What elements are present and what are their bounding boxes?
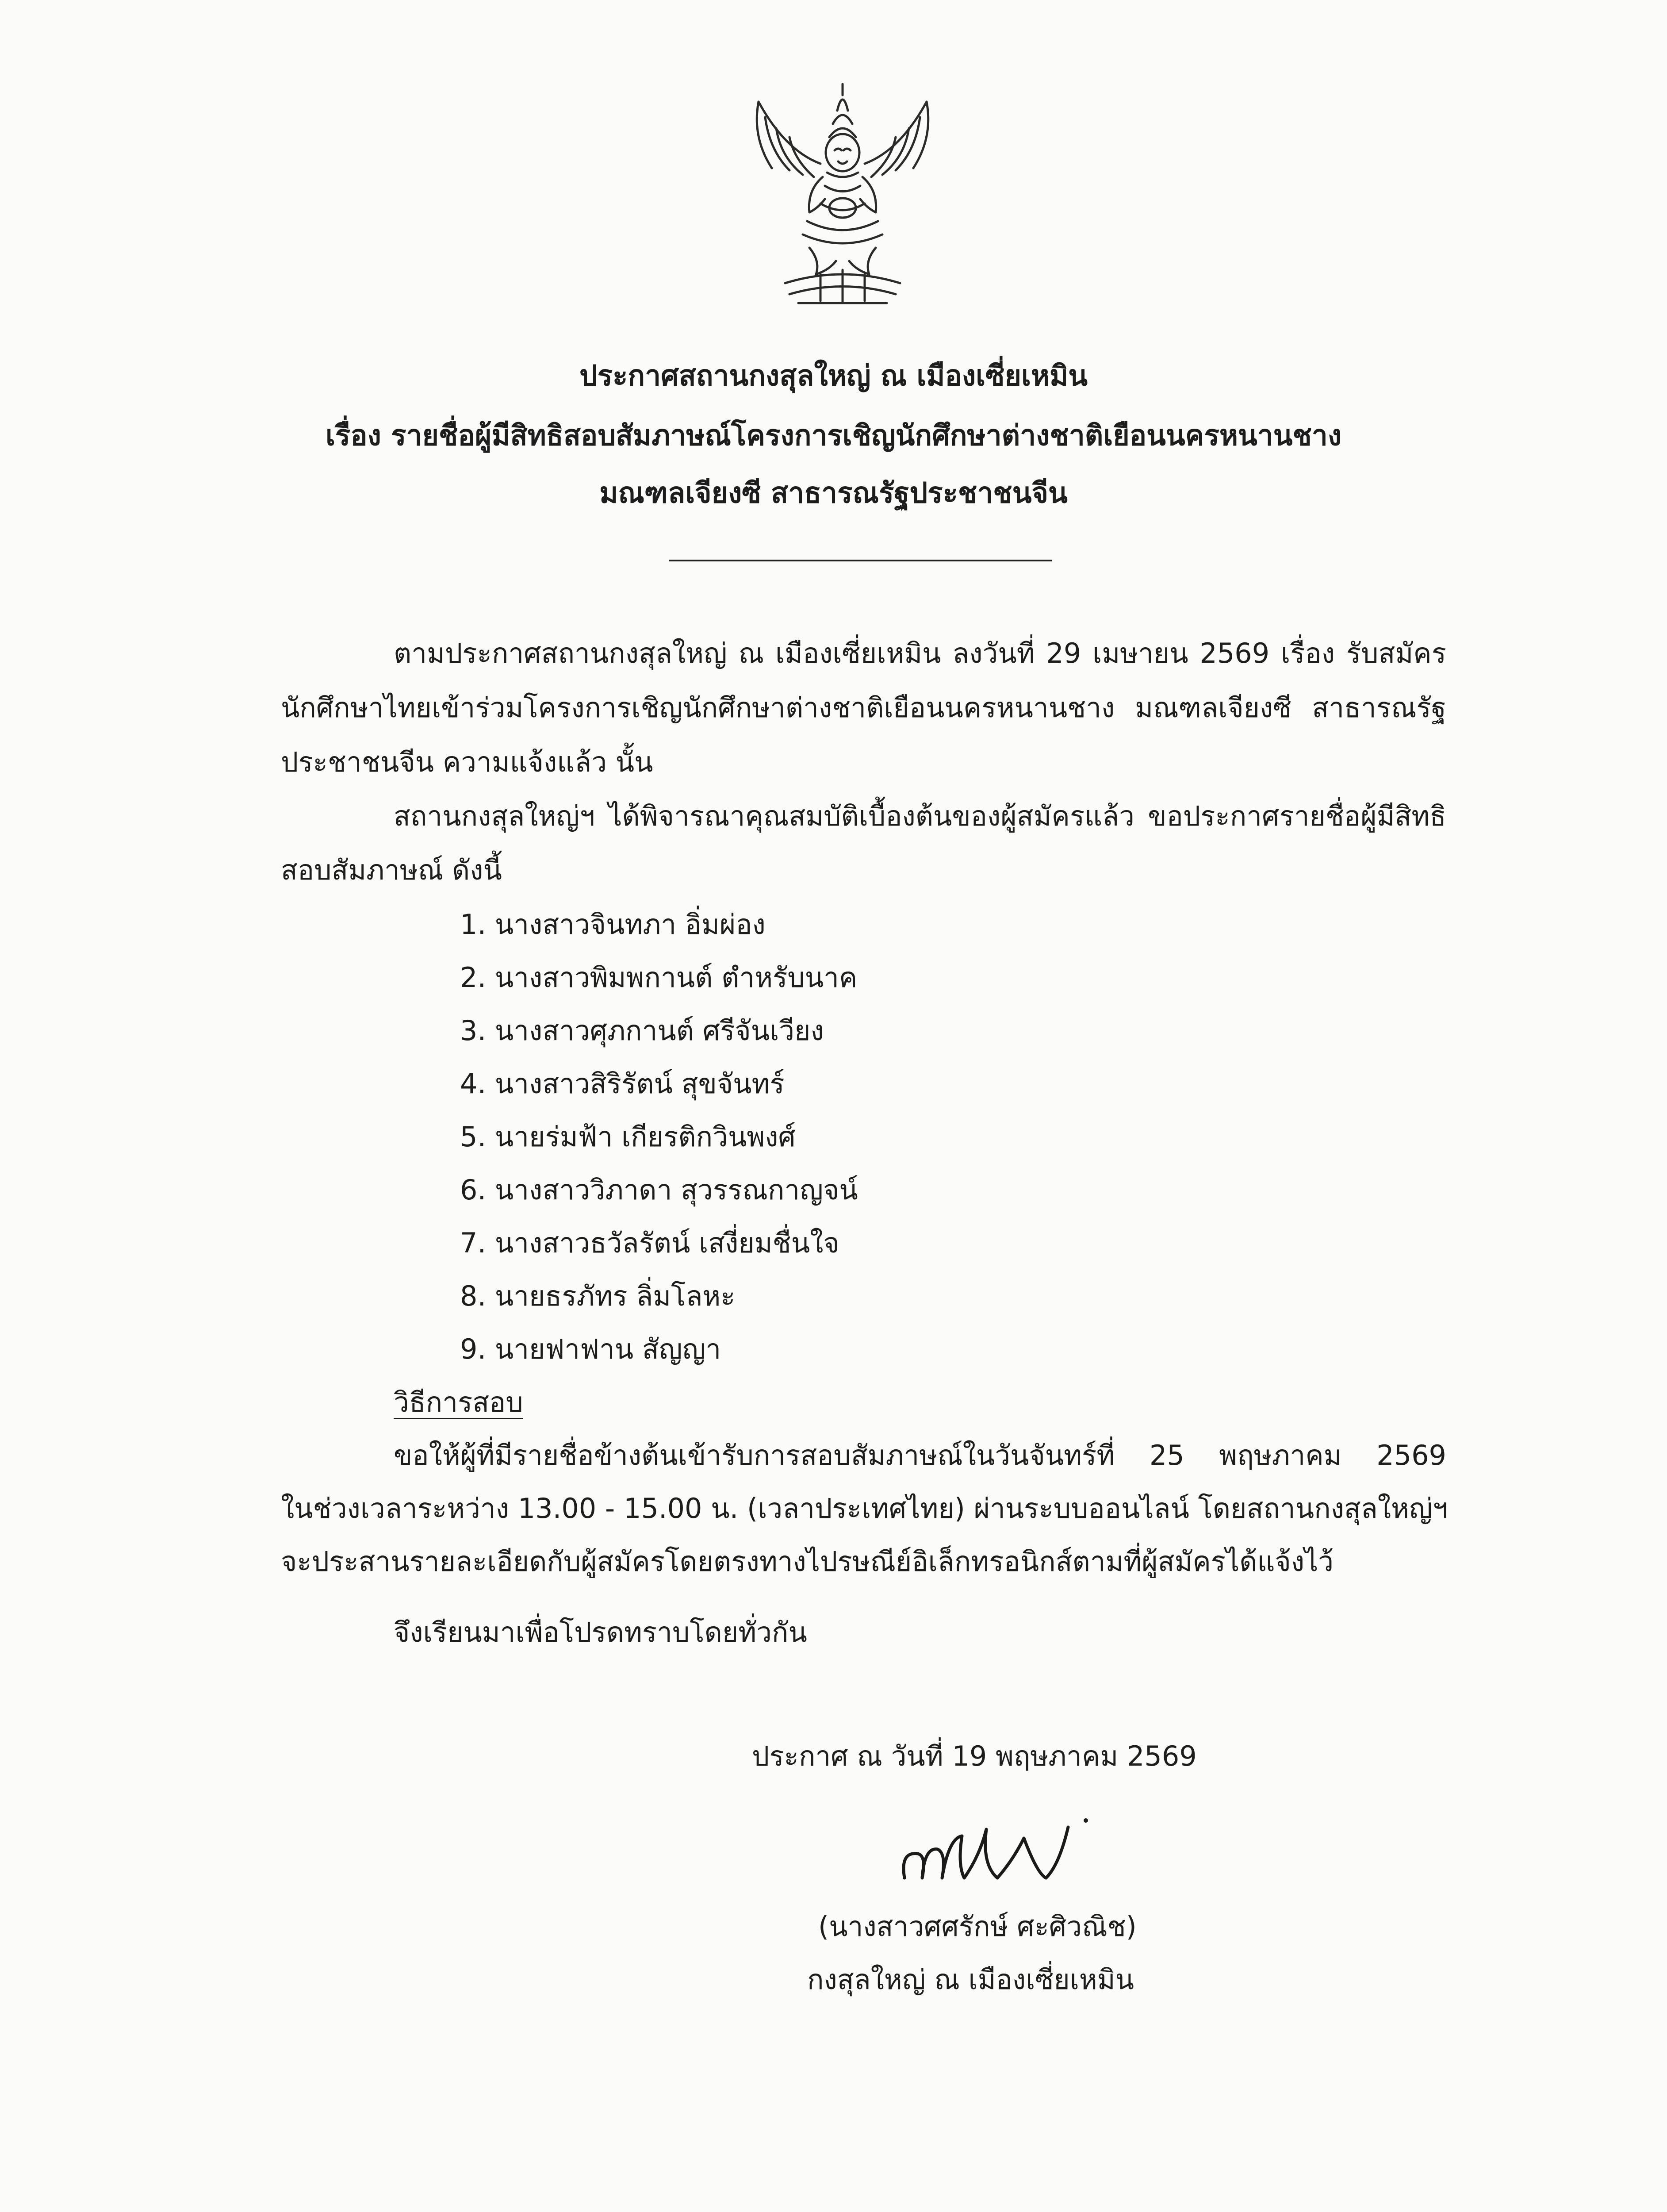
list-item: 7. นางสาวธวัลรัตน์ เสงี่ยมชื่นใจ — [460, 1227, 839, 1259]
signer-name: (นางสาวศศรักษ์ ศะศิวณิช) — [818, 1910, 1137, 1943]
signature — [891, 1812, 1112, 1891]
announcement-date: ประกาศ ณ วันที่ 19 พฤษภาคม 2569 — [752, 1740, 1197, 1772]
paragraph-1-line-1: ตามประกาศสถานกงสุลใหญ่ ณ เมืองเซี่ยเหมิน ลงวันที่ 29 เมษายน 2569 เรื่อง รับสมัคร — [394, 637, 1446, 669]
announcement-title: ประกาศสถานกงสุลใหญ่ ณ เมืองเซี่ยเหมิน — [579, 360, 1088, 392]
list-item: 2. นางสาวพิมพกานต์ ตำหรับนาค — [460, 961, 858, 994]
paragraph-2-line-1: สถานกงสุลใหญ่ฯ ได้พิจารณาคุณสมบัติเบื้องต้นของผู้สมัครแล้ว ขอประกาศรายชื่อผู้มีสิทธิ — [394, 800, 1446, 832]
announcement-subject-cont: มณฑลเจียงซี สาธารณรัฐประชาชนจีน — [599, 477, 1068, 510]
list-item: 5. นายร่มฟ้า เกียรติกวินพงศ์ — [460, 1121, 796, 1153]
method-line-3: จะประสานรายละเอียดกับผู้สมัครโดยตรงทางไปรษณีย์อิเล็กทรอนิกส์ตามที่ผู้สมัครได้แจ้งไว้ — [281, 1545, 1334, 1578]
closing-text: จึงเรียนมาเพื่อโปรดทราบโดยทั่วกัน — [394, 1616, 807, 1648]
paragraph-2-line-2: สอบสัมภาษณ์ ดังนี้ — [281, 854, 502, 886]
list-item: 8. นายธรภัทร ลิ่มโลหะ — [460, 1280, 736, 1312]
method-line-1: ขอให้ผู้ที่มีรายชื่อข้างต้นเข้ารับการสอบสัมภาษณ์ในวันจันทร์ที่ 25 พฤษภาคม 2569 — [394, 1439, 1446, 1471]
list-item: 9. นายฟาฟาน สัญญา — [460, 1333, 721, 1365]
announcement-subject: เรื่อง รายชื่อผู้มีสิทธิสอบสัมภาษณ์โครงการเชิญนักศึกษาต่างชาติเยือนนครหนานชาง — [325, 419, 1342, 452]
list-item: 1. นางสาวจินทภา อิ่มผ่อง — [460, 908, 766, 941]
list-item: 4. นางสาวสิริรัตน์ สุขจันทร์ — [460, 1068, 785, 1100]
list-item: 3. นางสาวศุภกานต์ ศรีจันเวียง — [460, 1014, 824, 1047]
signer-title: กงสุลใหญ่ ณ เมืองเซี่ยเหมิน — [807, 1963, 1134, 1996]
method-heading: วิธีการสอบ — [394, 1386, 523, 1418]
header-divider — [669, 560, 1052, 561]
garuda-emblem-icon — [732, 75, 953, 314]
method-line-2: ในช่วงเวลาระหว่าง 13.00 - 15.00 น. (เวลาประเทศไทย) ผ่านระบบออนไลน์ โดยสถานกงสุลใหญ่ฯ — [281, 1492, 1448, 1525]
paragraph-1-line-3: ประชาชนจีน ความแจ้งแล้ว นั้น — [281, 746, 653, 778]
paragraph-1-line-2: นักศึกษาไทยเข้าร่วมโครงการเชิญนักศึกษาต่างชาติเยือนนครหนานชาง มณฑลเจียงซี สาธารณรัฐ — [281, 691, 1446, 724]
list-item: 6. นางสาววิภาดา สุวรรณกาญจน์ — [460, 1174, 858, 1206]
